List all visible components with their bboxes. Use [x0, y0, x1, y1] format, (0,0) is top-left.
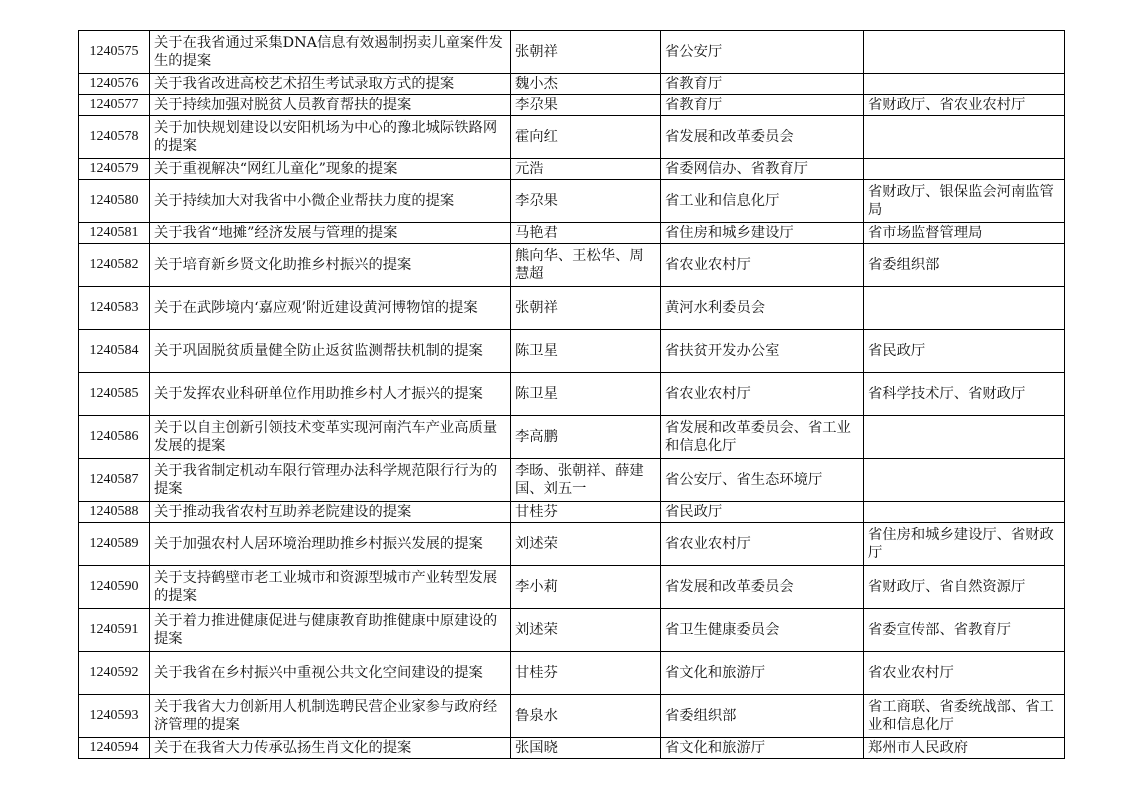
proposal-number: 1240581 — [79, 223, 150, 244]
table-row — [79, 330, 1065, 373]
co-units: 省委宣传部、省教育厅 — [864, 609, 1065, 652]
proposal-number: 1240592 — [79, 652, 150, 695]
co-units — [864, 31, 1065, 74]
proposer: 甘桂芬 — [511, 652, 661, 695]
lead-unit: 省发展和改革委员会 — [661, 116, 864, 159]
proposer: 张国晓 — [511, 738, 661, 759]
proposer: 李高鹏 — [511, 416, 661, 459]
lead-unit: 省文化和旅游厅 — [661, 738, 864, 759]
proposal-title: 关于加快规划建设以安阳机场为中心的豫北城际铁路网的提案 — [150, 116, 511, 159]
proposal-title: 关于以自主创新引领技术变革实现河南汽车产业高质量发展的提案 — [150, 416, 511, 459]
co-units: 省市场监督管理局 — [864, 223, 1065, 244]
co-units — [864, 74, 1065, 95]
lead-unit: 省发展和改革委员会、省工业和信息化厅 — [661, 416, 864, 459]
proposal-title: 关于我省制定机动车限行管理办法科学规范限行行为的提案 — [150, 459, 511, 502]
table-row — [79, 180, 1065, 223]
proposal-number: 1240582 — [79, 244, 150, 287]
co-units — [864, 116, 1065, 159]
lead-unit: 省委组织部 — [661, 695, 864, 738]
proposal-title: 关于持续加大对我省中小微企业帮扶力度的提案 — [150, 180, 511, 223]
co-units — [864, 159, 1065, 180]
proposal-number: 1240580 — [79, 180, 150, 223]
proposal-number: 1240586 — [79, 416, 150, 459]
table-row — [79, 459, 1065, 502]
proposal-number: 1240579 — [79, 159, 150, 180]
co-units — [864, 459, 1065, 502]
proposal-number: 1240589 — [79, 523, 150, 566]
proposal-number: 1240584 — [79, 330, 150, 373]
proposal-number: 1240593 — [79, 695, 150, 738]
proposer: 甘桂芬 — [511, 502, 661, 523]
co-units: 郑州市人民政府 — [864, 738, 1065, 759]
table-row — [79, 74, 1065, 95]
proposer: 刘述荣 — [511, 609, 661, 652]
proposer: 李小莉 — [511, 566, 661, 609]
proposer: 张朝祥 — [511, 287, 661, 330]
proposer: 马艳君 — [511, 223, 661, 244]
proposal-title: 关于我省改进高校艺术招生考试录取方式的提案 — [150, 74, 511, 95]
table-row — [79, 244, 1065, 287]
lead-unit: 省扶贫开发办公室 — [661, 330, 864, 373]
proposal-number: 1240578 — [79, 116, 150, 159]
co-units: 省科学技术厅、省财政厅 — [864, 373, 1065, 416]
co-units: 省农业农村厅 — [864, 652, 1065, 695]
lead-unit: 省民政厅 — [661, 502, 864, 523]
proposer: 李旸、张朝祥、薛建国、刘五一 — [511, 459, 661, 502]
table-row — [79, 695, 1065, 738]
proposal-number: 1240575 — [79, 31, 150, 74]
proposer: 刘述荣 — [511, 523, 661, 566]
table-row — [79, 31, 1065, 74]
table-row — [79, 523, 1065, 566]
lead-unit: 省教育厅 — [661, 95, 864, 116]
lead-unit: 黄河水利委员会 — [661, 287, 864, 330]
proposal-number: 1240576 — [79, 74, 150, 95]
proposer: 陈卫星 — [511, 330, 661, 373]
table-row — [79, 95, 1065, 116]
proposer: 张朝祥 — [511, 31, 661, 74]
proposal-title: 关于重视解决“网红儿童化”现象的提案 — [150, 159, 511, 180]
proposal-title: 关于在武陟境内‘嘉应观’附近建设黄河博物馆的提案 — [150, 287, 511, 330]
proposal-title: 关于培育新乡贤文化助推乡村振兴的提案 — [150, 244, 511, 287]
proposal-title: 关于巩固脱贫质量健全防止返贫监测帮扶机制的提案 — [150, 330, 511, 373]
co-units — [864, 287, 1065, 330]
co-units: 省工商联、省委统战部、省工业和信息化厅 — [864, 695, 1065, 738]
proposer: 熊向华、王松华、周慧超 — [511, 244, 661, 287]
proposal-title: 关于推动我省农村互助养老院建设的提案 — [150, 502, 511, 523]
co-units — [864, 502, 1065, 523]
lead-unit: 省公安厅 — [661, 31, 864, 74]
proposer: 霍向红 — [511, 116, 661, 159]
proposal-number: 1240590 — [79, 566, 150, 609]
lead-unit: 省农业农村厅 — [661, 244, 864, 287]
proposal-title: 关于在我省通过采集DNA信息有效遏制拐卖儿童案件发生的提案 — [150, 31, 511, 74]
co-units: 省财政厅、银保监会河南监管局 — [864, 180, 1065, 223]
table-row — [79, 416, 1065, 459]
lead-unit: 省发展和改革委员会 — [661, 566, 864, 609]
proposal-title: 关于发挥农业科研单位作用助推乡村人才振兴的提案 — [150, 373, 511, 416]
lead-unit: 省住房和城乡建设厅 — [661, 223, 864, 244]
proposal-title: 关于我省大力创新用人机制选聘民营企业家参与政府经济管理的提案 — [150, 695, 511, 738]
co-units — [864, 416, 1065, 459]
table-row — [79, 566, 1065, 609]
table-row — [79, 652, 1065, 695]
proposal-number: 1240585 — [79, 373, 150, 416]
table-row — [79, 609, 1065, 652]
table-row — [79, 159, 1065, 180]
proposer: 李尕果 — [511, 95, 661, 116]
lead-unit: 省委网信办、省教育厅 — [661, 159, 864, 180]
proposal-title: 关于我省“地摊”经济发展与管理的提案 — [150, 223, 511, 244]
proposer: 鲁泉水 — [511, 695, 661, 738]
proposer: 魏小杰 — [511, 74, 661, 95]
table-row — [79, 116, 1065, 159]
proposal-number: 1240591 — [79, 609, 150, 652]
proposal-table — [78, 30, 1065, 759]
proposal-title: 关于在我省大力传承弘扬生肖文化的提案 — [150, 738, 511, 759]
proposal-title: 关于加强农村人居环境治理助推乡村振兴发展的提案 — [150, 523, 511, 566]
proposal-title: 关于着力推进健康促进与健康教育助推健康中原建设的提案 — [150, 609, 511, 652]
proposal-number: 1240577 — [79, 95, 150, 116]
proposer: 陈卫星 — [511, 373, 661, 416]
proposal-table-body — [79, 31, 1065, 759]
co-units: 省委组织部 — [864, 244, 1065, 287]
proposal-number: 1240588 — [79, 502, 150, 523]
table-row — [79, 223, 1065, 244]
table-row — [79, 373, 1065, 416]
lead-unit: 省教育厅 — [661, 74, 864, 95]
lead-unit: 省农业农村厅 — [661, 523, 864, 566]
lead-unit: 省工业和信息化厅 — [661, 180, 864, 223]
lead-unit: 省卫生健康委员会 — [661, 609, 864, 652]
co-units: 省财政厅、省自然资源厅 — [864, 566, 1065, 609]
co-units: 省财政厅、省农业农村厅 — [864, 95, 1065, 116]
table-row — [79, 738, 1065, 759]
lead-unit: 省文化和旅游厅 — [661, 652, 864, 695]
lead-unit: 省公安厅、省生态环境厅 — [661, 459, 864, 502]
proposer: 元浩 — [511, 159, 661, 180]
proposal-title: 关于支持鹤壁市老工业城市和资源型城市产业转型发展的提案 — [150, 566, 511, 609]
proposal-title: 关于持续加强对脱贫人员教育帮扶的提案 — [150, 95, 511, 116]
proposal-number: 1240594 — [79, 738, 150, 759]
proposer: 李尕果 — [511, 180, 661, 223]
proposal-number: 1240587 — [79, 459, 150, 502]
proposal-number: 1240583 — [79, 287, 150, 330]
table-row — [79, 287, 1065, 330]
co-units: 省住房和城乡建设厅、省财政厅 — [864, 523, 1065, 566]
lead-unit: 省农业农村厅 — [661, 373, 864, 416]
table-row — [79, 502, 1065, 523]
proposal-title: 关于我省在乡村振兴中重视公共文化空间建设的提案 — [150, 652, 511, 695]
co-units: 省民政厅 — [864, 330, 1065, 373]
